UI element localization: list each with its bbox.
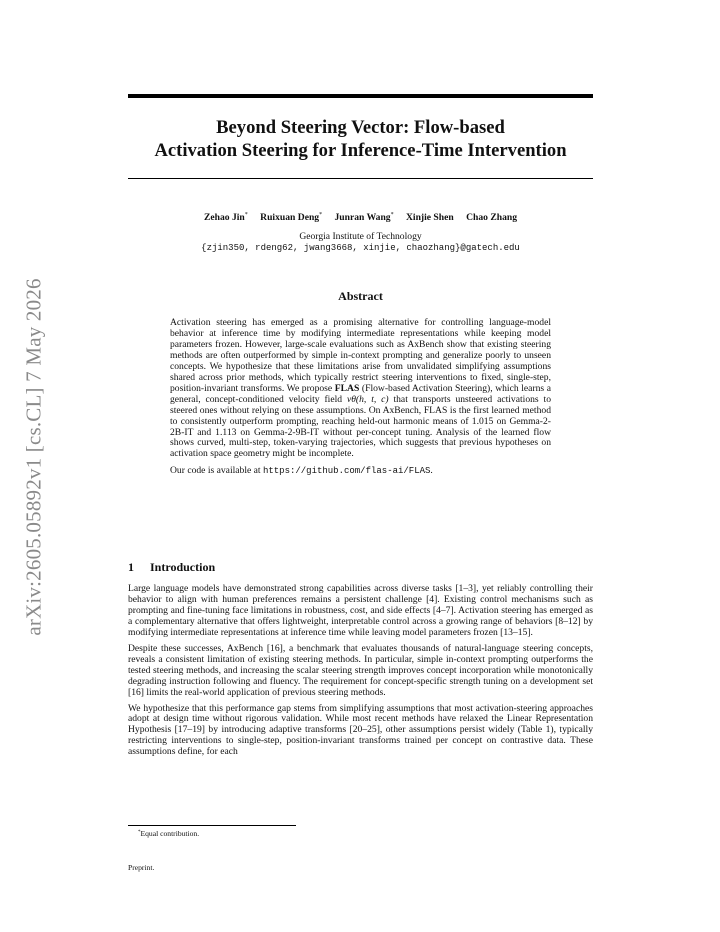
body-paragraph: Despite these successes, AxBench [16], a benchmark that evaluates thousands of natural-language steering concepts, reveals a consistent limitation of existing steering methods. In particular, simple in-context prompting outperforms the tested steering methods, and increasing the scalar steering strength improves concept incorporation while monotonically degrading instruction following and fluency. The requirement for concept-specific strength tuning on a development set [16] limits the real-world application of previous steering methods. (128, 642, 593, 698)
title-line-2: Activation Steering for Inference-Time Intervention (154, 140, 567, 161)
author: Chao Zhang (466, 212, 518, 223)
footnote-rule (128, 825, 296, 826)
author: Junran Wang* (334, 212, 394, 223)
code-link[interactable]: https://github.com/flas-ai/FLAS (262, 466, 431, 477)
author-list (128, 212, 593, 223)
section-title: Introduction (150, 560, 216, 574)
author: Xinjie Shen (405, 212, 454, 223)
title-line-1: Beyond Steering Vector: Flow-based (216, 117, 505, 138)
body-paragraph: Large language models have demonstrated strong capabilities across diverse tasks [1–3], yet reliably controlling their behavior to align with human preferences remains a persistent challenge [4]. Existing control mechanisms such as prompting and fine-tuning face limitations in robustness, cost, and side effects [4–7]. Activation steering has emerged as a complementary alternative that offers lightweight, interpretable control across a growing range of behaviors [8–12] by modifying intermediate representations at inference time while leaving model parameters frozen [13–15]. (128, 583, 593, 638)
velocity-field-formula: vθ(h, t, c) (346, 393, 389, 405)
author: Zehao Jin* (203, 212, 248, 223)
arxiv-identifier-text: arXiv:2605.05892v1 [cs.CL] 7 May 2026 (21, 278, 46, 636)
author-emails: {zjin350, rdeng62, jwang3668, xinjie, chaozhang}@gatech.edu (201, 243, 520, 253)
section-number: 1 (128, 560, 134, 574)
affiliation: Georgia Institute of Technology (299, 231, 422, 242)
title-top-rule (128, 94, 593, 98)
footnote: *Equal contribution. (138, 829, 200, 838)
abstract-paragraph: Activation steering has emerged as a promising alternative for controlling language-model behavior at inference time by modifying intermediate representations while keeping model parameters frozen. However, large-scale evaluations such as AxBench show that existing steering methods are often outperformed by simple in-context prompting and generalize poorly to unseen concepts. We hypothesize that these limitations arise from unvalidated simplifying assumptions shared across prior methods, which typically restrict steering interventions to fixed, single-step, position-invariant transforms. We propose FLAS (Flow-based Activation Steering), which learns a general, concept-conditioned velocity field vθ(h, t, c) that transports unsteered activations to steered ones without relying on these assumptions. On AxBench, FLAS is the first learned method to consistently outperform prompting, reaching held-out harmonic means of 1.015 on Gemma-2-2B-IT and 1.113 on Gemma-2-9B-IT without per-concept tuning. Analysis of the learned flow shows curved, multi-step, token-varying trajectories, which suggests that previous hypotheses on activation space geometry might be incomplete. (170, 317, 552, 460)
title-bottom-rule (128, 178, 593, 179)
method-name: FLAS (334, 382, 360, 394)
author: Ruixuan Deng* (260, 212, 323, 223)
preprint-label: Preprint. (128, 863, 155, 872)
paper-title (128, 116, 593, 162)
body-paragraph: We hypothesize that this performance gap stems from simplifying assumptions that most activation-steering approaches adopt at design time without rigorous validation. While most recent methods have relaxed the Linear Representation Hypothesis [17–19] by introducing adaptive transforms [20–25], other assumptions persist widely (Table 1), typically restricting interventions to single-step, position-invariant transforms trained per concept on contrastive data. These assumptions define, for each (128, 702, 593, 758)
abstract-body (170, 318, 551, 477)
code-availability: Our code is available at https://github.com/flas-ai/FLAS. (170, 465, 433, 477)
section-heading (128, 560, 215, 575)
abstract-heading: Abstract (338, 289, 383, 303)
arxiv-identifier (14, 268, 54, 646)
introduction-body (128, 584, 593, 763)
